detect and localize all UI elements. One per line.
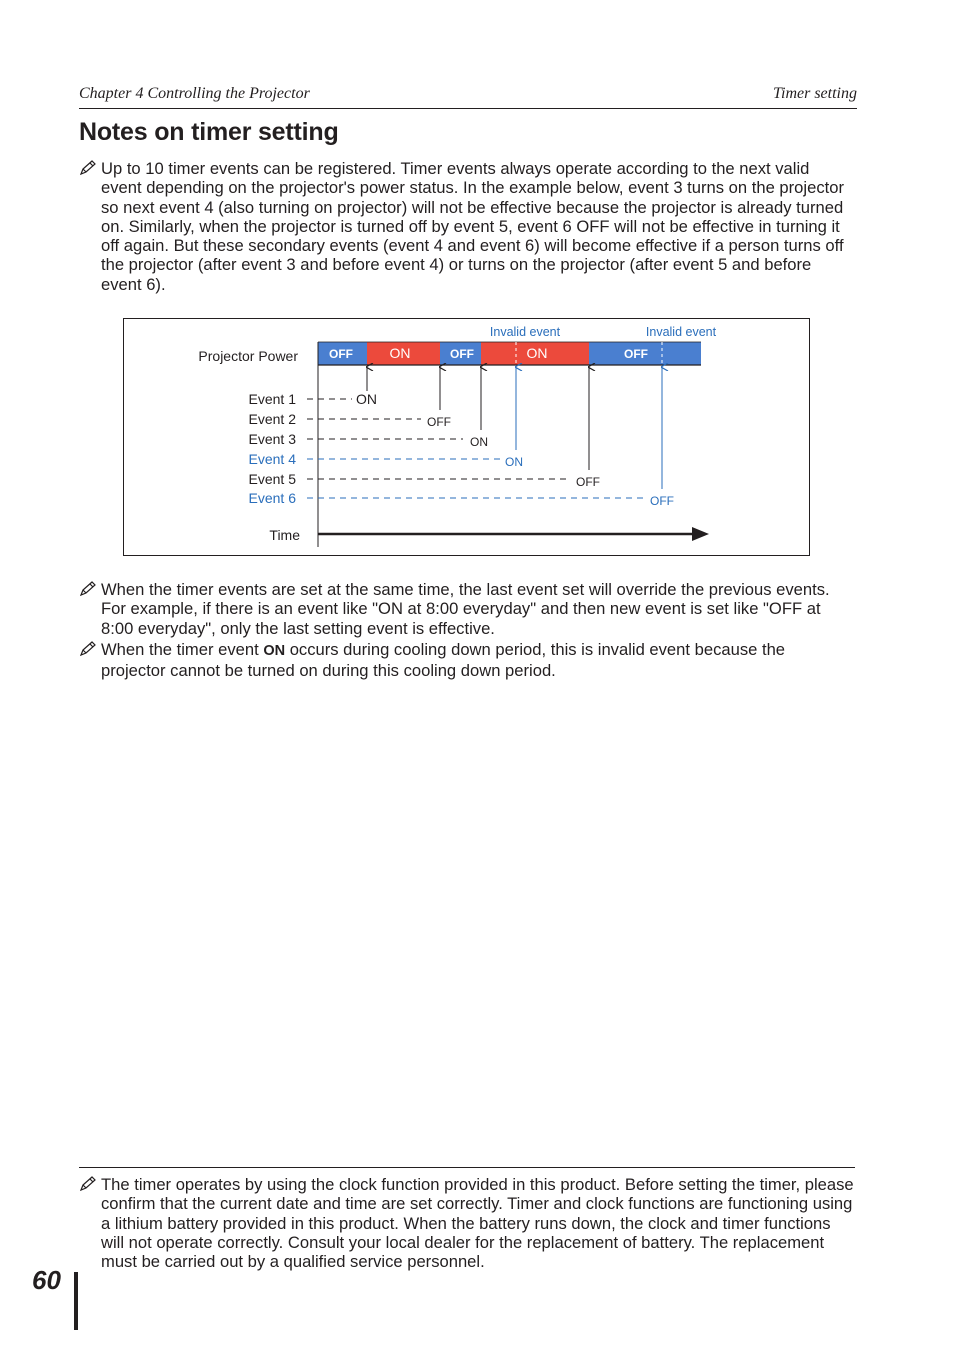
note-same-time bbox=[79, 580, 854, 638]
page-number-bar bbox=[74, 1272, 78, 1330]
note-battery bbox=[79, 1175, 854, 1271]
note-cooling-on: ON bbox=[263, 643, 286, 659]
footer-divider bbox=[79, 1167, 855, 1168]
power-segment-label: OFF bbox=[450, 347, 474, 361]
power-segment-label: OFF bbox=[329, 347, 353, 361]
note-cooling-text bbox=[101, 640, 854, 681]
note-cooling-prefix: When the timer event bbox=[101, 640, 264, 659]
page-header bbox=[79, 84, 857, 109]
event-label: Event 2 bbox=[248, 411, 296, 427]
event-action-label: OFF bbox=[650, 494, 674, 508]
invalid-event-label: Invalid event bbox=[645, 325, 717, 339]
event-label: Event 5 bbox=[248, 471, 296, 487]
event-label: Event 1 bbox=[248, 391, 296, 407]
time-label: Time bbox=[269, 527, 300, 543]
event-action-label: OFF bbox=[576, 475, 600, 489]
event-label: Event 6 bbox=[248, 490, 296, 506]
event-action-label: ON bbox=[356, 391, 377, 407]
note-cooling-suffix: occurs during cooling down period, this is invalid event because the projector cannot be turned on during this cooling down period. bbox=[101, 640, 786, 681]
note-same-time-text: When the timer events are set at the same time, the last event set will override the previous events. For example, if there is an event like "ON at 8:00 everyday" and then new event is set like "OFF at 8:00 everyday", only the last setting event is effective. bbox=[101, 580, 830, 638]
pencil-icon bbox=[79, 641, 97, 657]
invalid-event-label: Invalid event bbox=[489, 325, 561, 339]
page-number: 60 bbox=[32, 1265, 61, 1295]
note-intro-text: Up to 10 timer events can be registered. Timer events always operate according to the next valid event depending on the projector's power status. In the example below, event 3 turns on the projector so next event 4 (also turning on projector) will not be effective because the projector is already turned on. Similarly, when the projector is turned off by event 5, event 6 OFF will not be effective in turning it off again. But these secondary events (event 4 and event 6) will become effective if a person turns off the projector (after event 3 and before event 4) or turns on the projector (after event 5 and before event 6). bbox=[101, 159, 844, 294]
power-segment-label: ON bbox=[526, 345, 548, 361]
power-segment-label: ON bbox=[389, 345, 411, 361]
event-action-label: OFF bbox=[427, 415, 451, 429]
note-battery-text: The timer operates by using the clock function provided in this product. Before setting the timer, please confirm that the current date and time are set correctly. Timer and clock functions are functioning using a lithium battery provided in this product. When the battery runs down, the clock and timer functions will not operate correctly. Consult your local dealer for the replacement of battery. The replacement must be carried out by a qualified service personnel. bbox=[101, 1175, 854, 1272]
projector-power-label: Projector Power bbox=[198, 348, 298, 364]
page-title: Notes on timer setting bbox=[79, 118, 339, 146]
section-title: Timer setting bbox=[772, 85, 857, 102]
timer-diagram bbox=[123, 318, 810, 556]
event-action-label: ON bbox=[505, 455, 523, 469]
power-segment-label: OFF bbox=[624, 347, 648, 361]
event-action-label: ON bbox=[470, 435, 488, 449]
event-label: Event 4 bbox=[248, 451, 296, 467]
note-intro bbox=[79, 159, 854, 294]
pencil-icon bbox=[79, 581, 97, 597]
time-arrow-head bbox=[692, 527, 709, 541]
chapter-title: Chapter 4 Controlling the Projector bbox=[79, 85, 310, 102]
note-cooling bbox=[79, 640, 854, 681]
pencil-icon bbox=[79, 1176, 97, 1192]
timer-diagram-svg bbox=[124, 319, 809, 555]
event-label: Event 3 bbox=[248, 431, 296, 447]
pencil-icon bbox=[79, 160, 97, 176]
